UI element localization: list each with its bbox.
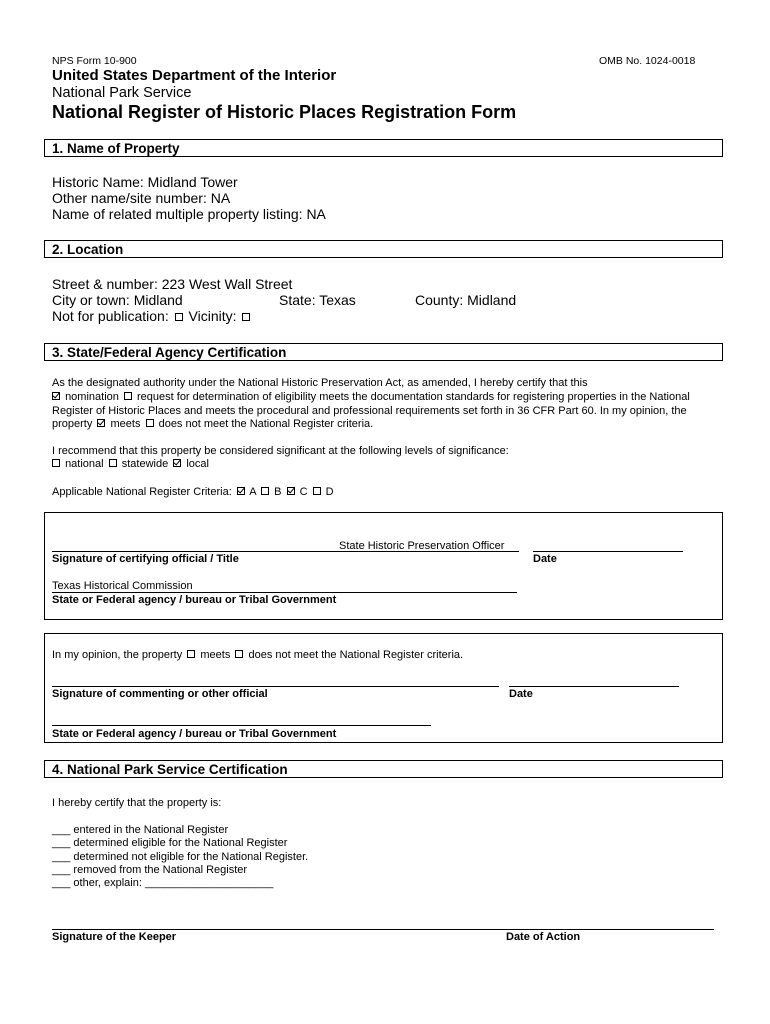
statewide-label: statewide — [121, 458, 169, 470]
service-title: National Park Service — [52, 85, 192, 101]
recommend-text: I recommend that this property be considered significant at the following levels of significance: — [52, 445, 509, 457]
street-field[interactable]: Street & number: 223 West Wall Street — [52, 276, 293, 292]
commenting-signature-label: Signature of commenting or other official — [52, 688, 268, 700]
certifying-signature-label: Signature of certifying official / Title — [52, 553, 239, 565]
criteria-c-checkbox[interactable] — [287, 487, 295, 495]
county-field[interactable]: County: Midland — [415, 292, 517, 308]
date-of-action-label: Date of Action — [506, 931, 581, 943]
does-not-meet-label: does not meet the National Register criteria. — [158, 418, 374, 430]
section-1-header — [44, 139, 723, 157]
criteria-a-checkbox[interactable] — [237, 487, 245, 495]
commenting-agency-label: State or Federal agency / bureau or Tribal Government — [52, 728, 337, 740]
comment-does-not-meet-label: does not meet the National Register criteria. — [248, 649, 464, 661]
page-title: National Register of Historic Places Registration Form — [52, 102, 517, 122]
nps-option-not-eligible[interactable]: ___ determined not eligible for the National Register. — [52, 851, 309, 863]
not-for-publication-label: Not for publication: — [52, 308, 169, 324]
multiple-listing-field[interactable]: Name of related multiple property listing: NA — [52, 206, 326, 222]
nomination-label: nomination — [65, 391, 119, 403]
commenting-date-line[interactable] — [509, 686, 679, 687]
state-field[interactable]: State: Texas — [279, 292, 356, 308]
does-not-meet-checkbox[interactable] — [146, 419, 154, 427]
national-checkbox[interactable] — [52, 459, 60, 467]
section-3-heading: 3. State/Federal Agency Certification — [52, 345, 287, 360]
criteria-row — [52, 486, 334, 498]
city-field[interactable]: City or town: Midland — [52, 292, 183, 308]
nps-option-removed[interactable]: ___ removed from the National Register — [52, 864, 248, 876]
commenting-signature-line[interactable] — [52, 686, 499, 687]
not-for-publication-checkbox[interactable] — [175, 313, 183, 321]
nps-intro: I hereby certify that the property is: — [52, 797, 222, 809]
commenting-date-label: Date — [509, 688, 533, 700]
comment-does-not-meet-checkbox[interactable] — [235, 650, 243, 658]
section-4-heading: 4. National Park Service Certification — [52, 762, 288, 777]
certifying-date-label: Date — [533, 553, 557, 565]
section-4-header — [44, 760, 723, 778]
opinion-row — [52, 649, 463, 661]
department-title: United States Department of the Interior — [52, 67, 337, 84]
other-name-field[interactable]: Other name/site number: NA — [52, 190, 231, 206]
request-checkbox[interactable] — [124, 392, 132, 400]
vicinity-checkbox[interactable] — [242, 313, 250, 321]
keeper-signature-line[interactable] — [52, 929, 714, 930]
omb-number: OMB No. 1024-0018 — [599, 55, 696, 67]
property-label: property — [52, 418, 93, 430]
significance-levels — [52, 458, 209, 470]
comment-meets-label: meets — [200, 649, 231, 661]
cert-para-line4 — [52, 418, 373, 430]
criteria-a-label: A — [249, 486, 256, 498]
certifying-date-line[interactable] — [533, 551, 683, 552]
national-label: national — [65, 458, 104, 470]
certifying-signature-line[interactable] — [52, 551, 519, 552]
nomination-checkbox[interactable] — [52, 392, 60, 400]
cert-para-line2 — [52, 391, 690, 403]
agency-line[interactable] — [52, 592, 517, 593]
criteria-c-label: C — [299, 486, 308, 498]
opinion-prefix: In my opinion, the property — [52, 649, 183, 661]
cert-para-line3: Register of Historic Places and meets the procedural and professional requirements set forth in 36 CFR Part 60. In my opinion, the — [52, 405, 687, 417]
criteria-label: Applicable National Register Criteria: — [52, 486, 232, 498]
nps-option-eligible[interactable]: ___ determined eligible for the National Register — [52, 837, 288, 849]
comment-meets-checkbox[interactable] — [187, 650, 195, 658]
section-3-header — [44, 343, 723, 361]
historic-name-field[interactable]: Historic Name: Midland Tower — [52, 174, 238, 190]
keeper-signature-label: Signature of the Keeper — [52, 931, 177, 943]
criteria-d-label: D — [325, 486, 334, 498]
vicinity-label: Vicinity: — [188, 308, 237, 324]
request-label: request for determination of eligibility meets the documentation standards for registering properties in the National — [137, 391, 690, 403]
commenting-agency-line[interactable] — [52, 725, 431, 726]
section-2-heading: 2. Location — [52, 242, 124, 257]
form-number: NPS Form 10-900 — [52, 55, 137, 67]
agency-label: State or Federal agency / bureau or Tribal Government — [52, 594, 337, 606]
meets-label: meets — [110, 418, 141, 430]
officer-title: State Historic Preservation Officer — [339, 540, 505, 552]
local-label: local — [186, 458, 209, 470]
section-1-heading: 1. Name of Property — [52, 141, 180, 156]
cert-para-line1: As the designated authority under the National Historic Preservation Act, as amended, I hereby certify that this — [52, 377, 588, 389]
publication-row — [52, 308, 252, 324]
nps-option-entered[interactable]: ___ entered in the National Register — [52, 824, 229, 836]
section-2-header — [44, 240, 723, 258]
criteria-d-checkbox[interactable] — [313, 487, 321, 495]
nps-option-other[interactable]: ___ other, explain: _____________________ — [52, 877, 274, 889]
meets-checkbox[interactable] — [97, 419, 105, 427]
criteria-b-label: B — [274, 486, 282, 498]
criteria-b-checkbox[interactable] — [261, 487, 269, 495]
local-checkbox[interactable] — [173, 459, 181, 467]
statewide-checkbox[interactable] — [109, 459, 117, 467]
agency-name: Texas Historical Commission — [52, 580, 193, 592]
